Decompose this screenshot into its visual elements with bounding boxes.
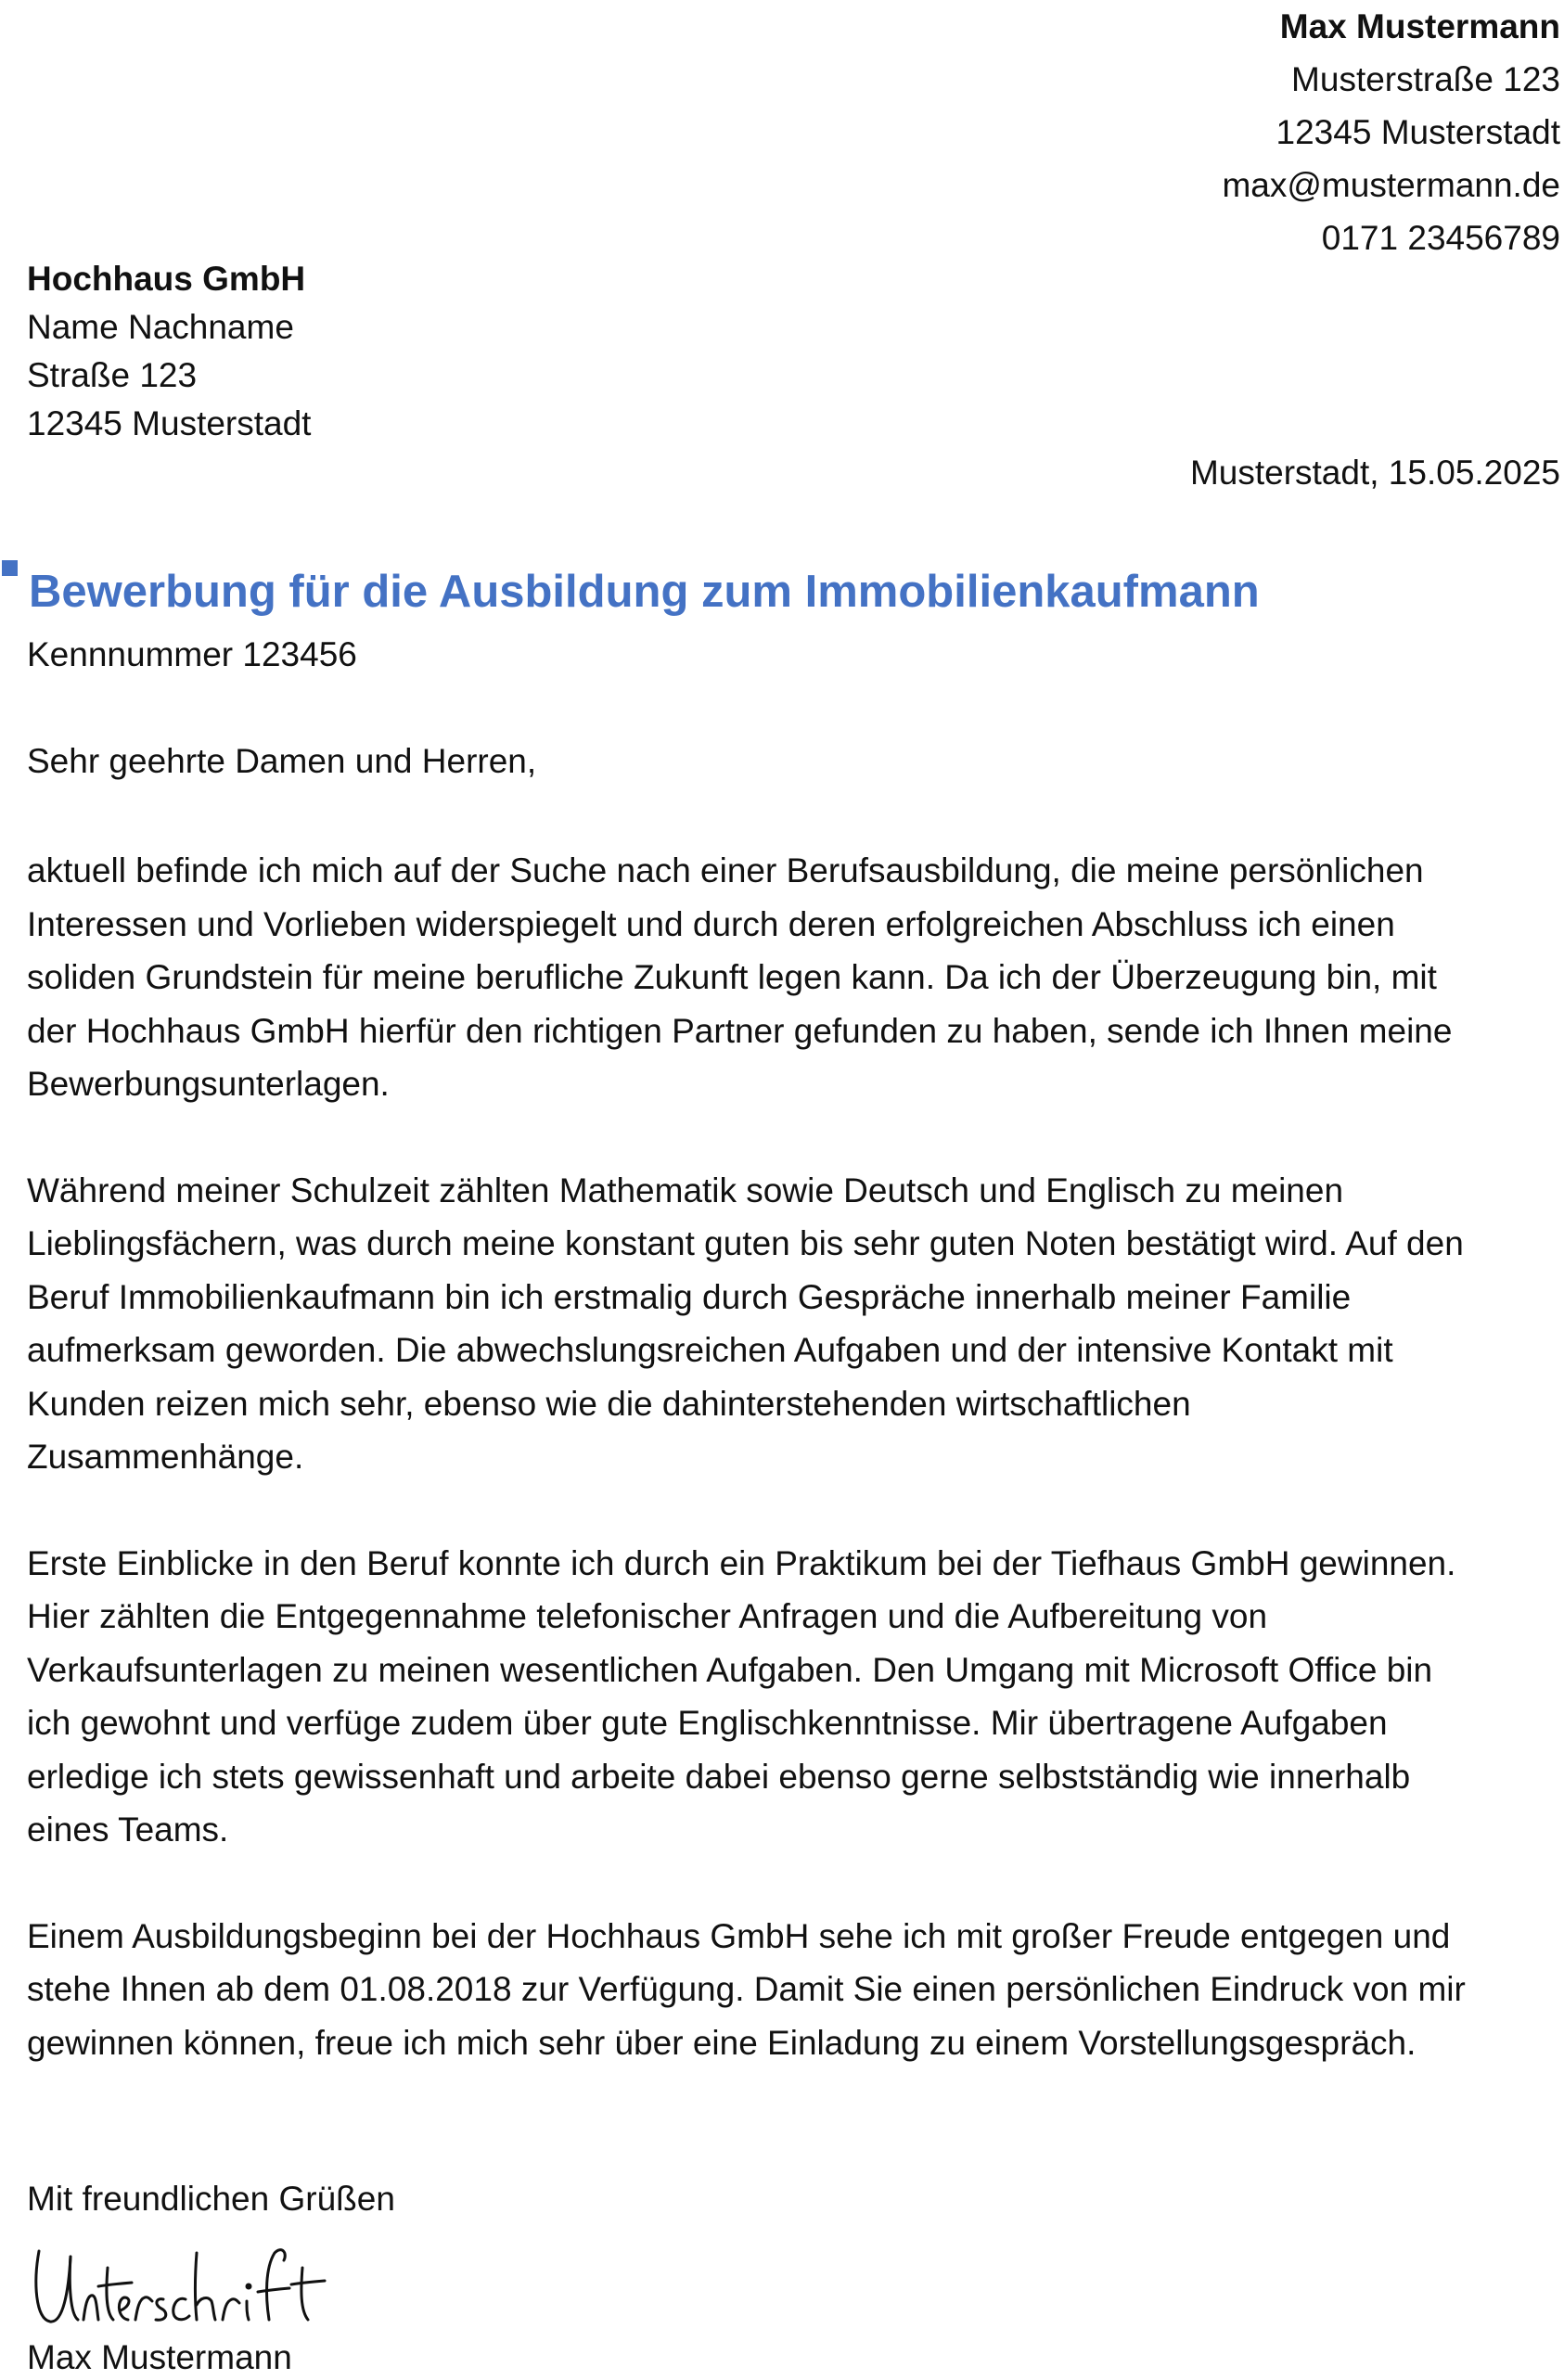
body-line: Verkaufsunterlagen zu meinen wesentlichen Aufgaben. Den Umgang mit Microsoft Office bin xyxy=(27,1650,1433,1689)
salutation: Sehr geehrte Damen und Herren, xyxy=(27,742,537,780)
body-line: Zusammenhänge. xyxy=(27,1438,304,1476)
body-line: Hier zählten die Entgegennahme telefonischer Anfragen und die Aufbereitung von xyxy=(27,1597,1268,1635)
body-line: gewinnen können, freue ich mich sehr über eine Einladung zu einem Vorstellungsgespräch. xyxy=(27,2023,1417,2062)
sender-name: Max Mustermann xyxy=(1279,7,1560,45)
recipient-contact: Name Nachname xyxy=(27,308,294,346)
body-line: Während meiner Schulzeit zählten Mathematik sowie Deutsch und Englisch zu meinen xyxy=(27,1171,1344,1209)
paragraph-2 xyxy=(27,1164,1564,1484)
body-line: Interessen und Vorlieben widerspiegelt und durch deren erfolgreichen Abschluss ich einen xyxy=(27,904,1395,943)
body-line: Beruf Immobilienkaufmann bin ich erstmalig durch Gespräche innerhalb meiner Familie xyxy=(27,1277,1352,1316)
letter-subject: Bewerbung für die Ausbildung zum Immobilienkaufmann xyxy=(29,567,1260,617)
recipient-city: 12345 Musterstadt xyxy=(27,404,312,442)
body-line: Erste Einblicke in den Beruf konnte ich durch ein Praktikum bei der Tiefhaus GmbH gewinnen. xyxy=(27,1543,1456,1582)
body-line: Einem Ausbildungsbeginn bei der Hochhaus GmbH sehe ich mit großer Freude entgegen und xyxy=(27,1916,1451,1955)
sender-city: 12345 Musterstadt xyxy=(1276,113,1560,151)
body-line: eines Teams. xyxy=(27,1811,229,1849)
handwritten-signature xyxy=(32,2240,328,2342)
letter-body xyxy=(27,844,1564,2122)
body-line: ich gewohnt und verfüge zudem über gute Englischkenntnisse. Mir übertragene Aufgaben xyxy=(27,1704,1388,1742)
letter-date: Musterstadt, 15.05.2025 xyxy=(1189,454,1560,492)
closing-phrase: Mit freundlichen Grüßen xyxy=(27,2180,395,2218)
paragraph-3 xyxy=(27,1537,1564,1857)
body-line: erledige ich stets gewissenhaft und arbeite dabei ebenso gerne selbstständig wie innerhalb xyxy=(27,1757,1411,1796)
heading-marker xyxy=(2,560,18,576)
recipient-block xyxy=(27,255,311,448)
body-line: soliden Grundstein für meine berufliche Zukunft legen kann. Da ich der Überzeugung bin, mit xyxy=(27,958,1437,996)
body-line: stehe Ihnen ab dem 01.08.2018 zur Verfügung. Damit Sie einen persönlichen Eindruck von mir xyxy=(27,1970,1466,2008)
body-line: der Hochhaus GmbH hierfür den richtigen Partner gefunden zu haben, sende ich Ihnen meine xyxy=(27,1011,1453,1050)
sender-email: max@mustermann.de xyxy=(1222,166,1560,204)
paragraph-4 xyxy=(27,1910,1564,2070)
body-line: aufmerksam geworden. Die abwechslungsreichen Aufgaben und der intensive Kontakt mit xyxy=(27,1331,1393,1369)
sender-phone: 0171 23456789 xyxy=(1321,219,1560,257)
reference-number: Kennnummer 123456 xyxy=(27,635,357,673)
sender-street: Musterstraße 123 xyxy=(1291,60,1560,98)
recipient-company: Hochhaus GmbH xyxy=(27,260,306,298)
recipient-street: Straße 123 xyxy=(27,356,198,394)
paragraph-1 xyxy=(27,844,1564,1111)
body-line: Kunden reizen mich sehr, ebenso wie die dahinterstehenden wirtschaftlichen xyxy=(27,1384,1191,1423)
body-line: aktuell befinde ich mich auf der Suche nach einer Berufsausbildung, die meine persönlichen xyxy=(27,851,1424,889)
sender-block xyxy=(1222,0,1560,264)
body-line: Lieblingsfächern, was durch meine konstant guten bis sehr guten Noten bestätigt wird. Auf den xyxy=(27,1224,1464,1262)
signer-name: Max Mustermann xyxy=(27,2338,292,2376)
body-line: Bewerbungsunterlagen. xyxy=(27,1065,390,1103)
